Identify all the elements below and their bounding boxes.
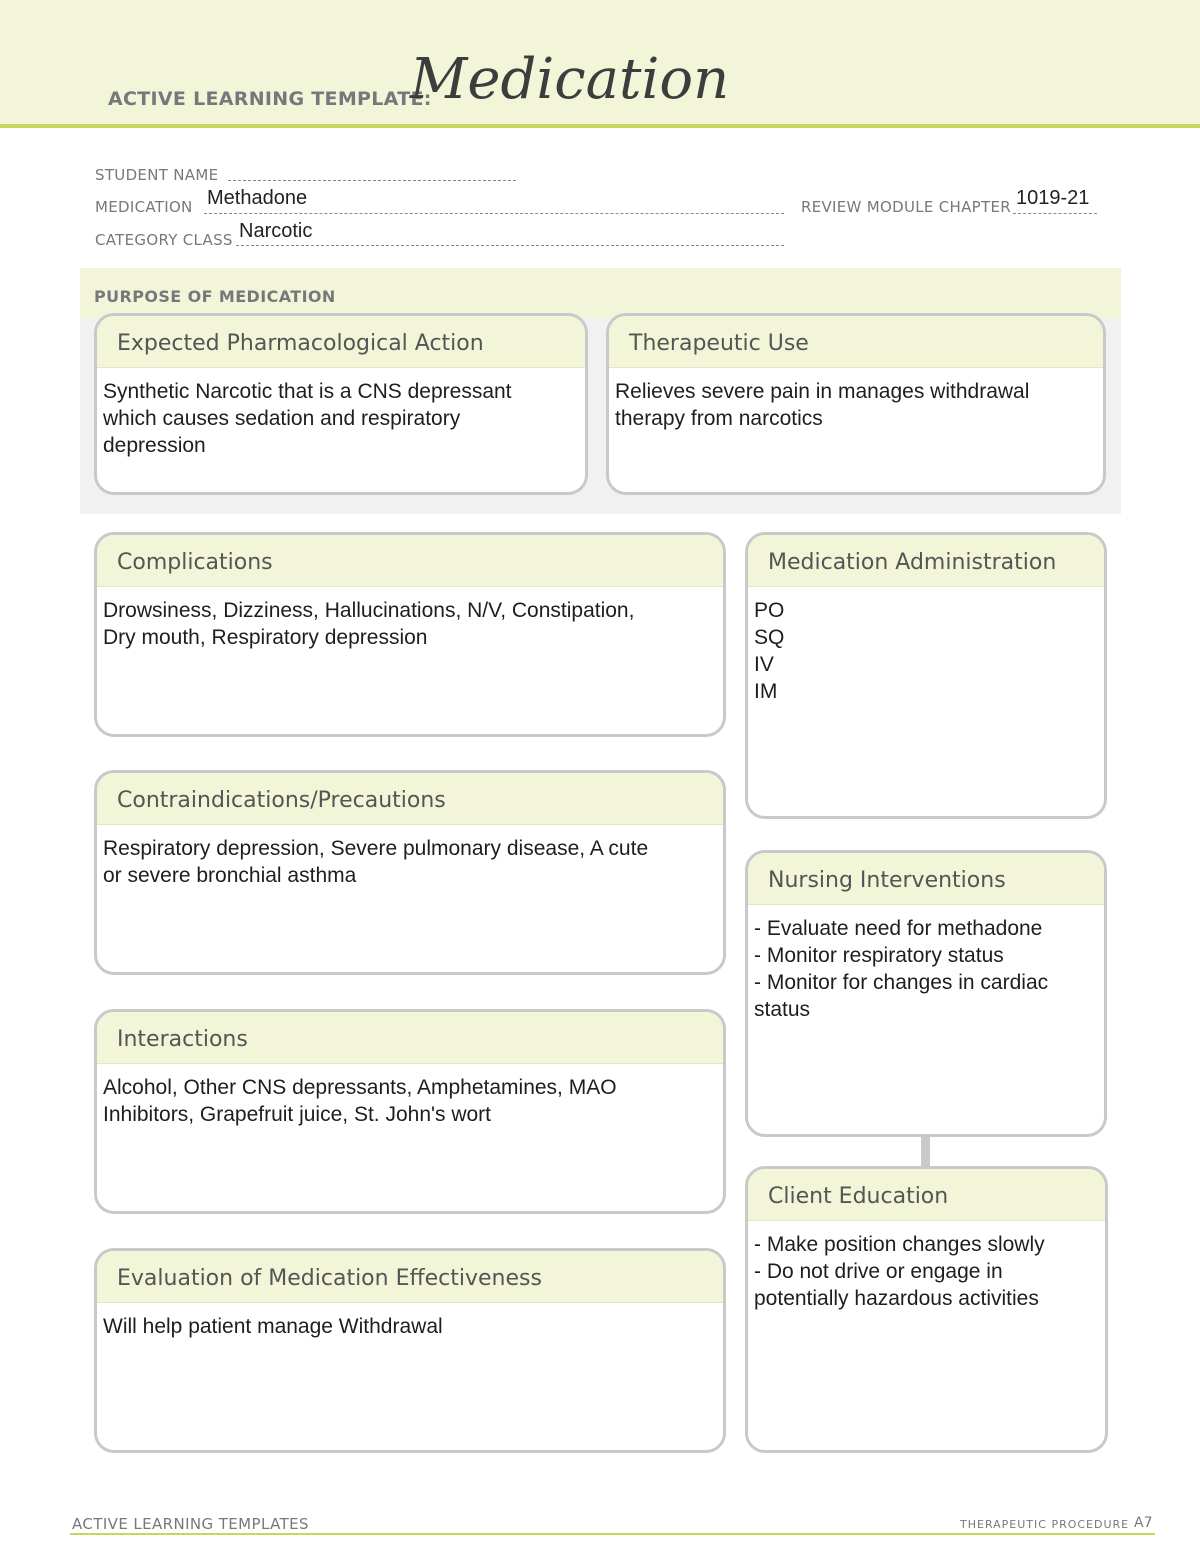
- text-line: - Evaluate need for methadone: [754, 917, 1043, 940]
- interactions-box: [94, 1009, 726, 1214]
- therapeutic-use-text[interactable]: [609, 368, 1103, 432]
- text-line: potentially hazardous activities: [754, 1287, 1039, 1310]
- text-line: Relieves severe pain in manages withdrawal: [615, 380, 1030, 403]
- text-line: which causes sedation and respiratory: [103, 407, 461, 430]
- text-line: IV: [754, 653, 774, 676]
- text-line: Respiratory depression, Severe pulmonary disease, A cute: [103, 837, 649, 860]
- footer-right-label: THERAPEUTIC PROCEDURE: [960, 1518, 1130, 1531]
- expected-action-title: Expected Pharmacological Action: [97, 316, 585, 368]
- category-class-label: CATEGORY CLASS: [95, 231, 233, 249]
- footer-rule: [70, 1533, 1155, 1535]
- text-line: - Monitor respiratory status: [754, 944, 1004, 967]
- footer-left-label: ACTIVE LEARNING TEMPLATES: [72, 1515, 309, 1533]
- student-name-label: STUDENT NAME: [95, 166, 219, 184]
- text-line: Synthetic Narcotic that is a CNS depressant: [103, 380, 512, 403]
- nursing-interventions-title: Nursing Interventions: [748, 853, 1104, 905]
- nursing-interventions-box: [745, 850, 1107, 1137]
- administration-title: Medication Administration: [748, 535, 1104, 587]
- nursing-interventions-text[interactable]: [748, 905, 1104, 1023]
- complications-text[interactable]: [97, 587, 723, 651]
- expected-action-text[interactable]: [97, 368, 585, 459]
- text-line: or severe bronchial asthma: [103, 864, 357, 887]
- contraindications-box: [94, 770, 726, 975]
- purpose-label: PURPOSE OF MEDICATION: [94, 287, 336, 306]
- text-line: therapy from narcotics: [615, 407, 823, 430]
- evaluation-title: Evaluation of Medication Effectiveness: [97, 1251, 723, 1303]
- administration-text[interactable]: [748, 587, 1104, 705]
- contraindications-text[interactable]: [97, 825, 723, 889]
- page-number: A7: [1134, 1515, 1153, 1531]
- evaluation-box: [94, 1248, 726, 1453]
- text-line: status: [754, 998, 811, 1021]
- medication-field[interactable]: [204, 213, 784, 214]
- text-line: SQ: [754, 626, 785, 649]
- complications-box: [94, 532, 726, 737]
- header-rule: [0, 124, 1200, 128]
- review-module-value: 1019-21: [1016, 187, 1090, 209]
- review-module-field[interactable]: [1013, 213, 1097, 214]
- text-line: IM: [754, 680, 778, 703]
- interactions-title: Interactions: [97, 1012, 723, 1064]
- text-line: - Make position changes slowly: [754, 1233, 1045, 1256]
- text-line: - Do not drive or engage in: [754, 1260, 1003, 1283]
- text-line: Drowsiness, Dizziness, Hallucinations, N/V, Constipation,: [103, 599, 635, 622]
- therapeutic-use-title: Therapeutic Use: [609, 316, 1103, 368]
- interactions-text[interactable]: [97, 1064, 723, 1128]
- student-name-field[interactable]: [228, 180, 516, 181]
- category-class-value: Narcotic: [239, 220, 313, 242]
- evaluation-text[interactable]: [97, 1303, 723, 1340]
- text-line: Dry mouth, Respiratory depression: [103, 626, 428, 649]
- contraindications-title: Contraindications/Precautions: [97, 773, 723, 825]
- template-title: Medication: [410, 47, 730, 112]
- complications-title: Complications: [97, 535, 723, 587]
- administration-box: [745, 532, 1107, 819]
- text-line: - Monitor for changes in cardiac: [754, 971, 1049, 994]
- medication-label: MEDICATION: [95, 198, 193, 216]
- client-education-title: Client Education: [748, 1169, 1105, 1221]
- template-label: ACTIVE LEARNING TEMPLATE:: [108, 88, 432, 110]
- text-line: depression: [103, 434, 206, 457]
- category-class-field[interactable]: [236, 245, 784, 246]
- client-education-box: [745, 1166, 1108, 1453]
- review-module-label: REVIEW MODULE CHAPTER: [801, 198, 1011, 216]
- text-line: Will help patient manage Withdrawal: [103, 1315, 443, 1338]
- box-connector: [921, 1136, 930, 1166]
- medication-value: Methadone: [207, 187, 308, 209]
- client-education-text[interactable]: [748, 1221, 1105, 1312]
- text-line: PO: [754, 599, 785, 622]
- expected-action-box: [94, 313, 588, 495]
- therapeutic-use-box: [606, 313, 1106, 495]
- text-line: Alcohol, Other CNS depressants, Amphetamines, MAO: [103, 1076, 617, 1099]
- text-line: Inhibitors, Grapefruit juice, St. John's wort: [103, 1103, 492, 1126]
